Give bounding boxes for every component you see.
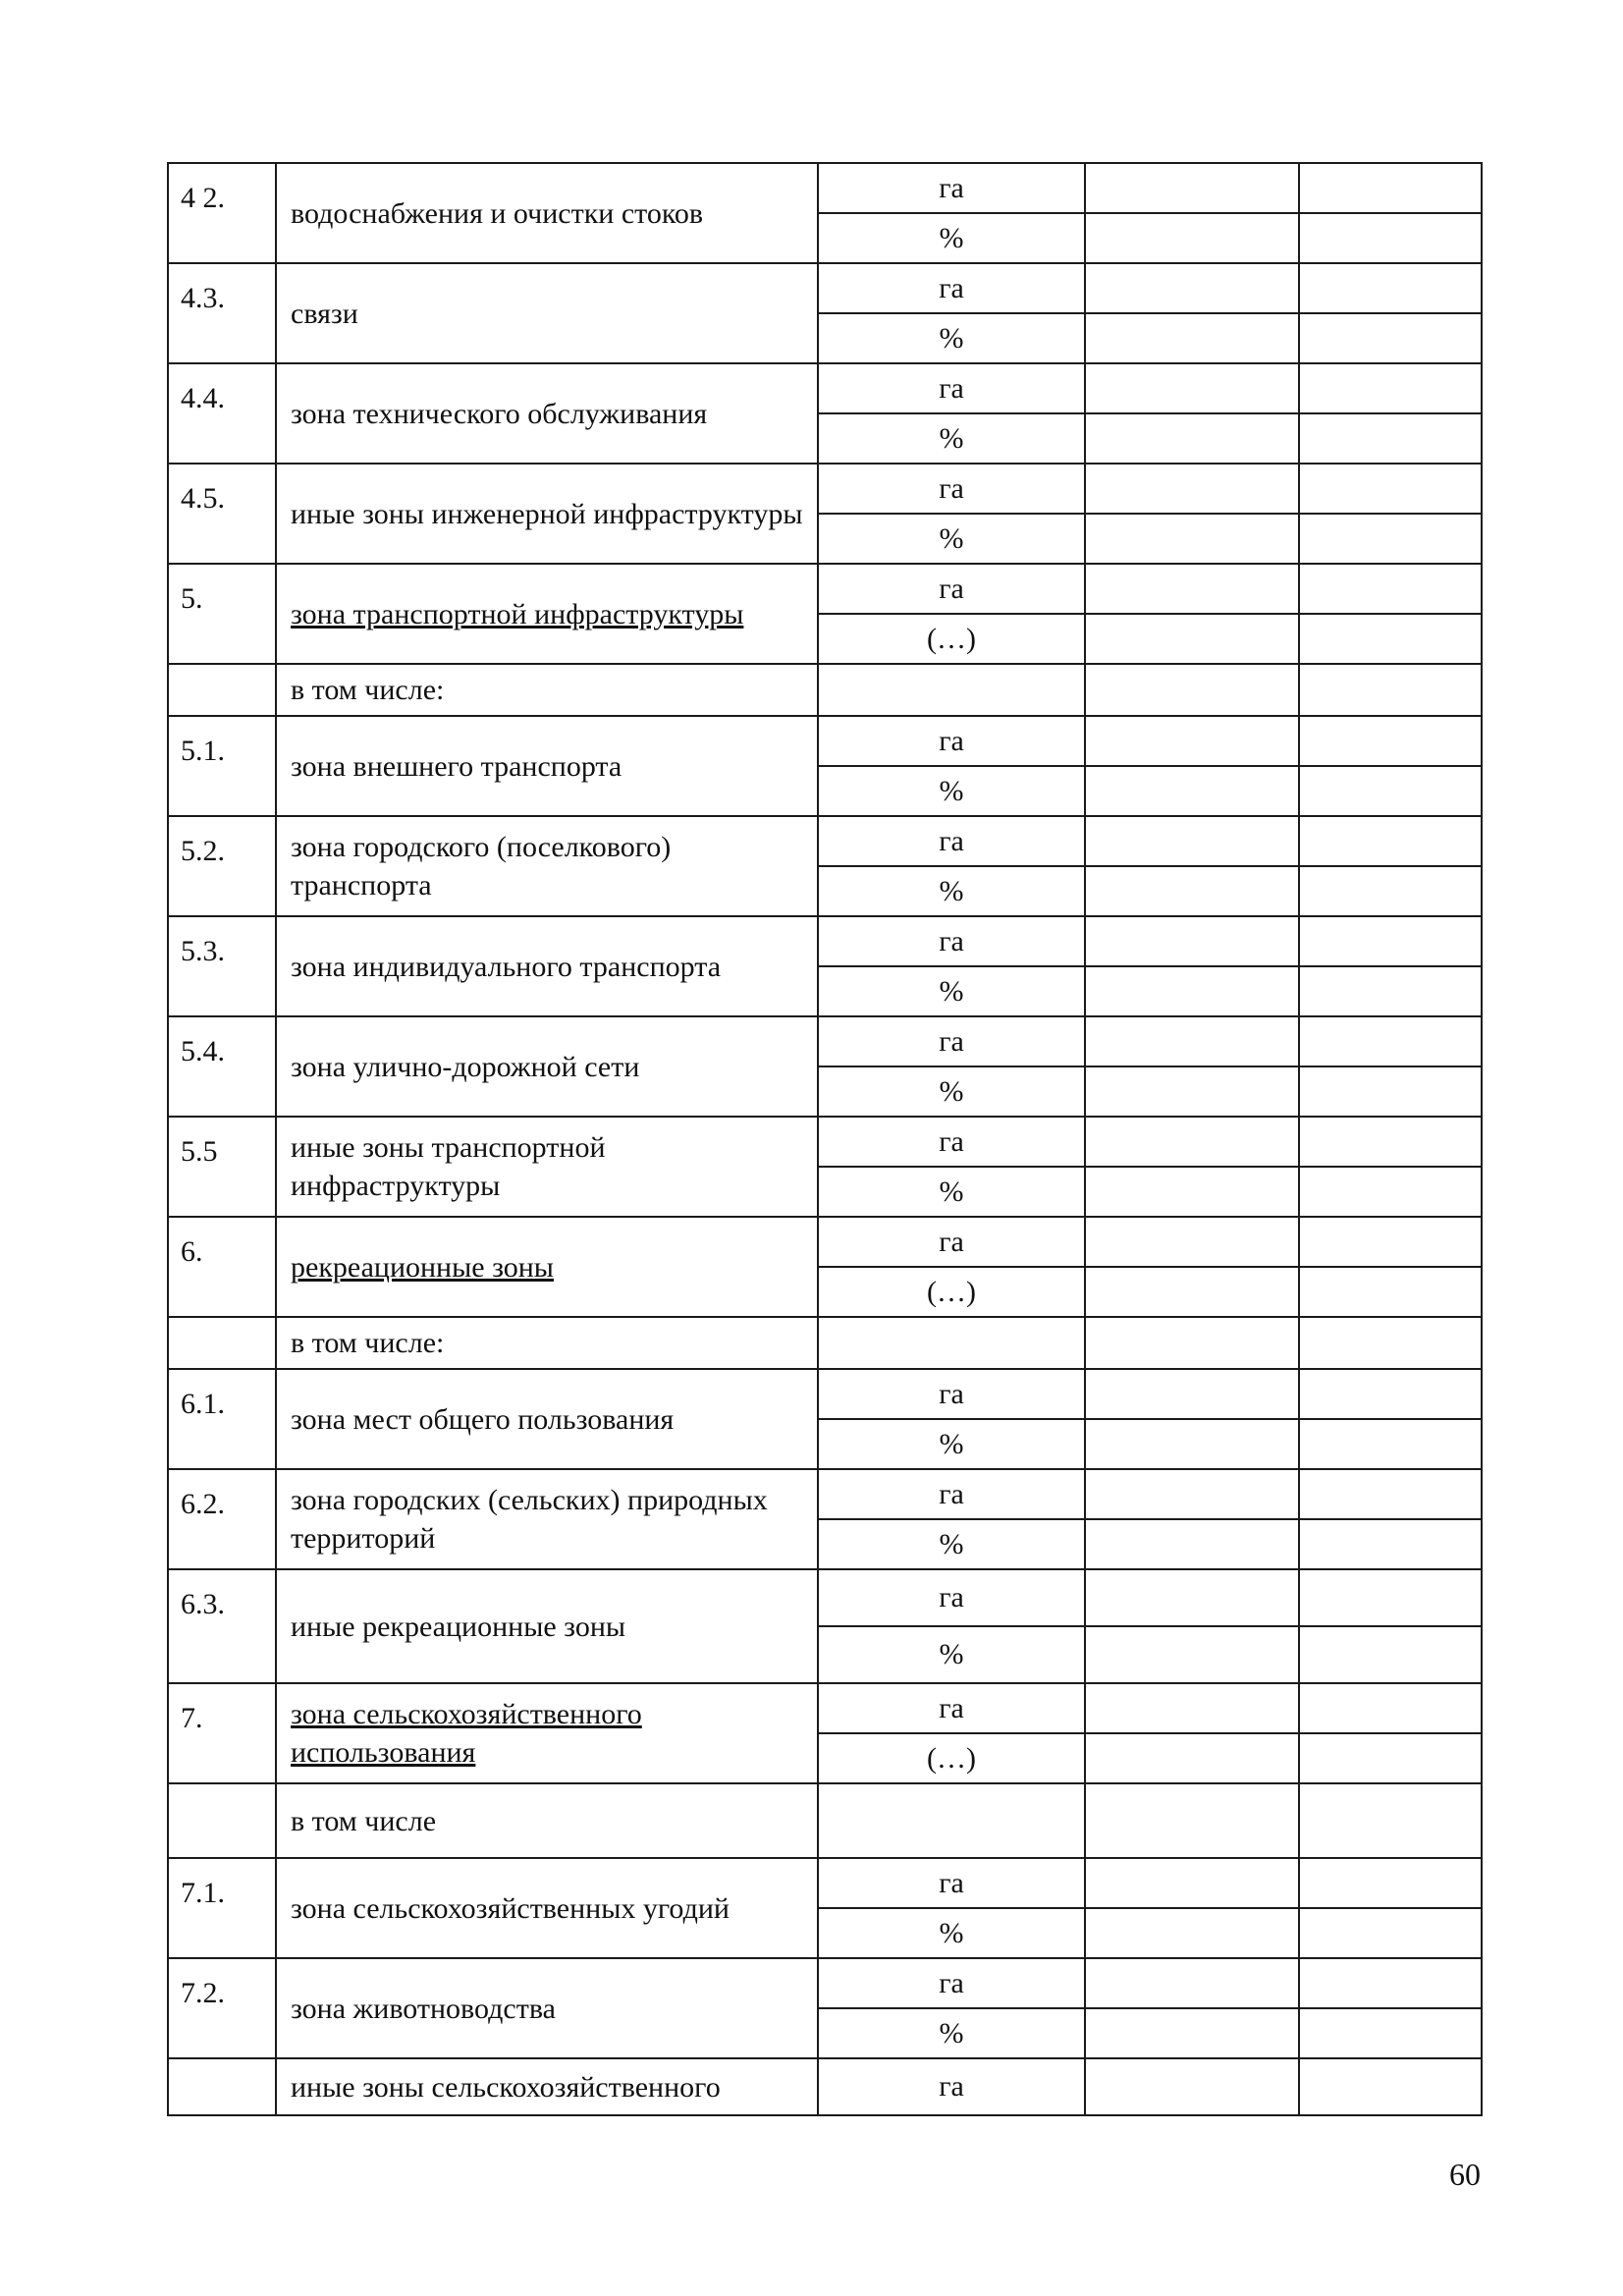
- value-cell: [1085, 716, 1299, 766]
- value-cell: [1299, 263, 1482, 313]
- table-row: [168, 1016, 1482, 1066]
- value-cell: [1299, 1469, 1482, 1519]
- unit-ha: га: [818, 163, 1085, 213]
- row-name: иные зоны сельскохозяйственного: [276, 2058, 818, 2115]
- value-cell: [1085, 413, 1299, 464]
- value-cell: [1299, 916, 1482, 966]
- value-cell: [1085, 1908, 1299, 1958]
- row-name: связи: [276, 263, 818, 363]
- value-cell: [1085, 664, 1299, 716]
- value-cell: [1299, 313, 1482, 363]
- table-row: [168, 1858, 1482, 1908]
- row-name: зона сельскохозяйственных угодий: [276, 1858, 818, 1958]
- table-row: [168, 1117, 1482, 1167]
- unit-ha: га: [818, 363, 1085, 413]
- table-row: [168, 1958, 1482, 2008]
- value-cell: [1299, 966, 1482, 1016]
- value-cell: [1299, 514, 1482, 564]
- value-cell: [1299, 2008, 1482, 2058]
- unit-ha: га: [818, 916, 1085, 966]
- unit-percent: %: [818, 1419, 1085, 1469]
- value-cell: [1085, 263, 1299, 313]
- value-cell: [1085, 213, 1299, 263]
- value-cell: [1299, 1267, 1482, 1317]
- value-cell: [1085, 1317, 1299, 1369]
- subheading-row: [168, 1783, 1482, 1858]
- unit-percent: %: [818, 966, 1085, 1016]
- row-name: зона улично-дорожной сети: [276, 1016, 818, 1117]
- value-cell: [1299, 664, 1482, 716]
- value-cell: [1085, 1733, 1299, 1783]
- value-cell: [1299, 1908, 1482, 1958]
- value-cell: [1085, 163, 1299, 213]
- table-row: [168, 1569, 1482, 1626]
- value-cell: [1085, 464, 1299, 514]
- table-row: [168, 263, 1482, 313]
- value-cell: [1085, 2058, 1299, 2115]
- row-number: 4.4.: [168, 363, 276, 464]
- unit-percent: %: [818, 514, 1085, 564]
- value-cell: [1085, 1958, 1299, 2008]
- table-row: [168, 163, 1482, 213]
- row-name: иные зоны транспортной инфраструктуры: [276, 1117, 818, 1217]
- value-cell: [1299, 1683, 1482, 1733]
- row-name: в том числе:: [276, 1317, 818, 1369]
- row-number: 4.3.: [168, 263, 276, 363]
- value-cell: [1299, 213, 1482, 263]
- unit-percent: %: [818, 413, 1085, 464]
- value-cell: [1085, 1117, 1299, 1167]
- value-cell: [1299, 1569, 1482, 1626]
- value-cell: [1299, 1419, 1482, 1469]
- page-number: 60: [1449, 2157, 1481, 2192]
- row-name: водоснабжения и очистки стоков: [276, 163, 818, 263]
- value-cell: [1299, 413, 1482, 464]
- value-cell: [1085, 1519, 1299, 1569]
- unit-percent: %: [818, 313, 1085, 363]
- value-cell: [1085, 1066, 1299, 1117]
- unit-cell: [818, 664, 1085, 716]
- unit-cell: [818, 1317, 1085, 1369]
- value-cell: [1299, 464, 1482, 514]
- value-cell: [1299, 816, 1482, 866]
- unit-percent: %: [818, 1908, 1085, 1958]
- subheading-row: [168, 1317, 1482, 1369]
- unit-ha: га: [818, 1683, 1085, 1733]
- unit-ha: га: [818, 1117, 1085, 1167]
- row-number: [168, 664, 276, 716]
- value-cell: [1085, 363, 1299, 413]
- table-row: [168, 816, 1482, 866]
- row-name: зона индивидуального транспорта: [276, 916, 818, 1016]
- value-cell: [1085, 1419, 1299, 1469]
- value-cell: [1299, 716, 1482, 766]
- unit-percent: %: [818, 2008, 1085, 2058]
- row-number: [168, 2058, 276, 2115]
- value-cell: [1085, 1683, 1299, 1733]
- value-cell: [1299, 2058, 1482, 2115]
- unit-ha: га: [818, 1016, 1085, 1066]
- row-name: рекреационные зоны: [276, 1217, 818, 1317]
- row-number: 5.5: [168, 1117, 276, 1217]
- unit-percent: %: [818, 866, 1085, 916]
- row-number: 6.: [168, 1217, 276, 1317]
- value-cell: [1085, 1858, 1299, 1908]
- row-number: 5.1.: [168, 716, 276, 816]
- unit-ha: га: [818, 816, 1085, 866]
- value-cell: [1085, 1626, 1299, 1683]
- value-cell: [1085, 514, 1299, 564]
- unit-cell: [818, 1783, 1085, 1858]
- unit-percent: %: [818, 1626, 1085, 1683]
- value-cell: [1085, 313, 1299, 363]
- value-cell: [1299, 1369, 1482, 1419]
- unit-ha: га: [818, 1217, 1085, 1267]
- value-cell: [1085, 916, 1299, 966]
- unit-percent: (…): [818, 1267, 1085, 1317]
- row-number: [168, 1783, 276, 1858]
- value-cell: [1299, 1066, 1482, 1117]
- value-cell: [1299, 866, 1482, 916]
- unit-ha: га: [818, 1469, 1085, 1519]
- value-cell: [1299, 1217, 1482, 1267]
- row-name: зона городских (сельских) природных территорий: [276, 1469, 818, 1569]
- value-cell: [1085, 766, 1299, 816]
- unit-percent: %: [818, 1519, 1085, 1569]
- row-number: 5.2.: [168, 816, 276, 916]
- value-cell: [1299, 1519, 1482, 1569]
- row-number: 7.1.: [168, 1858, 276, 1958]
- row-name: зона животноводства: [276, 1958, 818, 2058]
- unit-ha: га: [818, 2058, 1085, 2115]
- unit-ha: га: [818, 263, 1085, 313]
- row-number: 7.: [168, 1683, 276, 1783]
- value-cell: [1299, 1733, 1482, 1783]
- zoning-table: [167, 162, 1483, 2116]
- value-cell: [1085, 2008, 1299, 2058]
- value-cell: [1085, 1167, 1299, 1217]
- value-cell: [1299, 1167, 1482, 1217]
- value-cell: [1299, 614, 1482, 664]
- table-row: [168, 916, 1482, 966]
- unit-ha: га: [818, 1958, 1085, 2008]
- value-cell: [1085, 966, 1299, 1016]
- value-cell: [1085, 564, 1299, 614]
- value-cell: [1085, 1267, 1299, 1317]
- row-number: 6.2.: [168, 1469, 276, 1569]
- row-number: [168, 1317, 276, 1369]
- table-row: [168, 1369, 1482, 1419]
- value-cell: [1085, 1217, 1299, 1267]
- value-cell: [1299, 1783, 1482, 1858]
- table-row: [168, 564, 1482, 614]
- value-cell: [1085, 816, 1299, 866]
- row-name: в том числе: [276, 1783, 818, 1858]
- row-number: 5.4.: [168, 1016, 276, 1117]
- subheading-row: [168, 664, 1482, 716]
- row-number: 4.5.: [168, 464, 276, 564]
- unit-ha: га: [818, 716, 1085, 766]
- value-cell: [1085, 1016, 1299, 1066]
- unit-ha: га: [818, 564, 1085, 614]
- row-name: зона транспортной инфраструктуры: [276, 564, 818, 664]
- value-cell: [1299, 1117, 1482, 1167]
- value-cell: [1085, 1569, 1299, 1626]
- row-name: зона внешнего транспорта: [276, 716, 818, 816]
- value-cell: [1085, 866, 1299, 916]
- table-row: [168, 1217, 1482, 1267]
- unit-percent: %: [818, 766, 1085, 816]
- unit-percent: (…): [818, 614, 1085, 664]
- unit-ha: га: [818, 1858, 1085, 1908]
- table-row: [168, 363, 1482, 413]
- value-cell: [1299, 1016, 1482, 1066]
- row-name: в том числе:: [276, 664, 818, 716]
- row-number: 5.: [168, 564, 276, 664]
- unit-ha: га: [818, 1569, 1085, 1626]
- unit-percent: %: [818, 213, 1085, 263]
- zoning-table-body: [168, 163, 1482, 2115]
- unit-ha: га: [818, 464, 1085, 514]
- row-number: 7.2.: [168, 1958, 276, 2058]
- row-name: зона мест общего пользования: [276, 1369, 818, 1469]
- row-number: 6.3.: [168, 1569, 276, 1683]
- value-cell: [1299, 163, 1482, 213]
- value-cell: [1299, 1858, 1482, 1908]
- unit-percent: %: [818, 1066, 1085, 1117]
- table-row: [168, 464, 1482, 514]
- row-number: 5.3.: [168, 916, 276, 1016]
- row-name: зона технического обслуживания: [276, 363, 818, 464]
- value-cell: [1299, 1626, 1482, 1683]
- row-number: 6.1.: [168, 1369, 276, 1469]
- row-number: 4 2.: [168, 163, 276, 263]
- row-name: иные рекреационные зоны: [276, 1569, 818, 1683]
- row-name: иные зоны инженерной инфраструктуры: [276, 464, 818, 564]
- value-cell: [1085, 1469, 1299, 1519]
- value-cell: [1299, 1958, 1482, 2008]
- table-row: [168, 1469, 1482, 1519]
- value-cell: [1299, 363, 1482, 413]
- value-cell: [1085, 614, 1299, 664]
- row-name: зона сельскохозяйственного использования: [276, 1683, 818, 1783]
- value-cell: [1299, 1317, 1482, 1369]
- value-cell: [1299, 564, 1482, 614]
- value-cell: [1299, 766, 1482, 816]
- row-name: зона городского (поселкового) транспорта: [276, 816, 818, 916]
- table-row: [168, 1683, 1482, 1733]
- unit-percent: %: [818, 1167, 1085, 1217]
- table-row: [168, 2058, 1482, 2115]
- value-cell: [1085, 1369, 1299, 1419]
- unit-ha: га: [818, 1369, 1085, 1419]
- value-cell: [1085, 1783, 1299, 1858]
- table-row: [168, 716, 1482, 766]
- unit-percent: (…): [818, 1733, 1085, 1783]
